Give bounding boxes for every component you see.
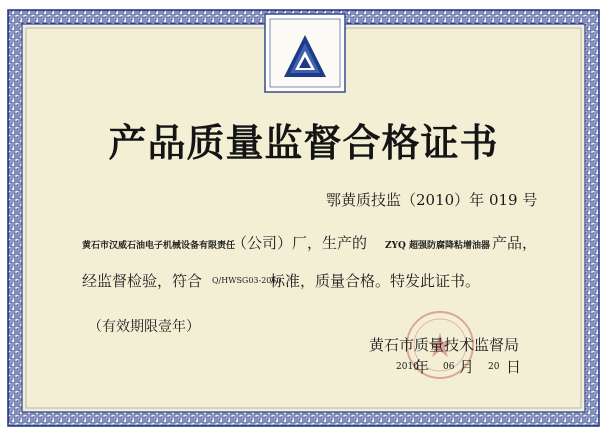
body-line2-start: 经监督检验，符合 xyxy=(82,272,203,290)
issuing-authority: 黄石市质量技术监督局 xyxy=(369,336,520,354)
body-line1-middle: （公司）厂，生产的 xyxy=(232,234,368,252)
body-line2-end: 标准，质量合格。特发此证书。 xyxy=(270,272,481,290)
body-line1-end: 产品， xyxy=(492,234,538,252)
year-label: 年 xyxy=(414,358,430,376)
validity-period: （有效期限壹年） xyxy=(88,319,200,335)
product-name: ZYQ 超强防腐降粘增油器 xyxy=(385,241,490,251)
issue-month: 06 xyxy=(443,362,455,372)
certificate-title: 产品质量监督合格证书 xyxy=(108,120,499,165)
month-label: 月 xyxy=(459,358,475,376)
company-name: 黄石市汉威石油电子机械设备有限责任 xyxy=(82,241,236,251)
issue-day: 20 xyxy=(488,362,500,372)
issue-year: 2010 xyxy=(396,362,419,372)
standard-code: Q/HWSG03-2010 xyxy=(212,276,282,285)
day-label: 日 xyxy=(506,358,522,376)
certificate-number: 鄂黄质技监（2010）年 019 号 xyxy=(326,191,538,209)
